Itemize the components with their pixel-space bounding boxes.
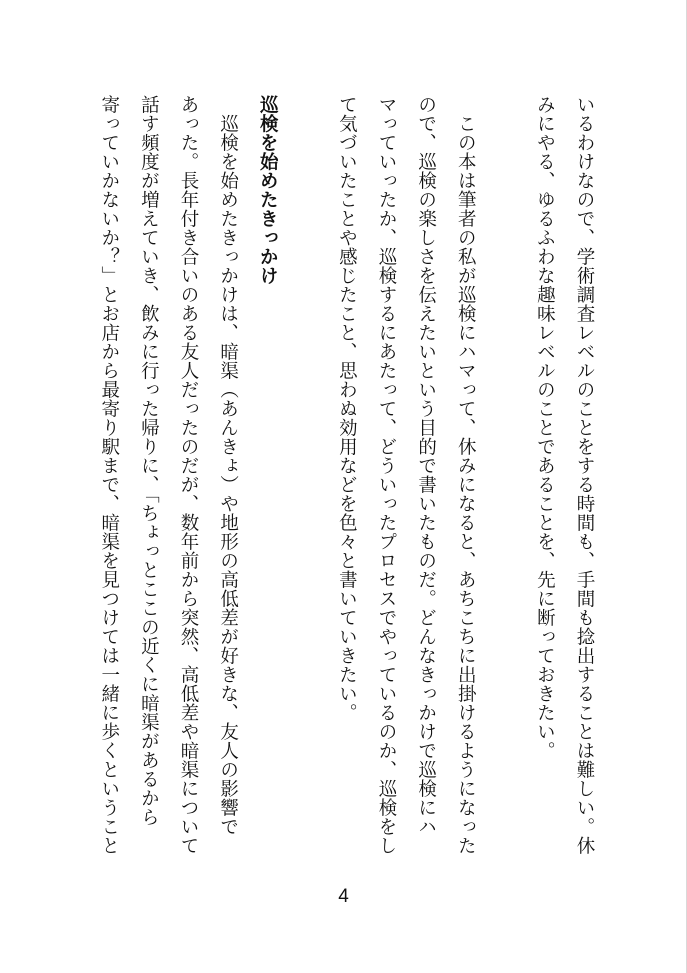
text-column-1: いるわけなので、学術調査レベルのことをする時間も、手間も捻出することは難しい。休 <box>574 95 595 855</box>
section-heading: 巡検を始めたきっかけ <box>257 95 279 285</box>
text-column-5: マっていったか、巡検するにあたって、どういったプロセスでやっているのか、巡検をし <box>376 95 397 855</box>
text-column-6: て気づいたことや感じたこと、思わぬ効用などを色々と書いていきたい。 <box>336 95 358 722</box>
text-column-2: みにやる、ゆるふわな趣味レベルのことであることを、先に断っておきたい。 <box>534 95 556 760</box>
text-column-7: 巡検を始めたきっかけは、暗渠（あんきょ）や地形の高低差が好きな、友人の影響で <box>217 114 239 836</box>
text-column-4: ので、巡検の楽しさを伝えたいという目的で書いたものだ。どんなきっかけで巡検にハ <box>415 95 437 836</box>
page-number: 4 <box>338 886 349 907</box>
text-column-8: あった。長年付き合いのある友人だったのだが、数年前から突然、高低差や暗渠について <box>178 95 199 855</box>
text-column-9: 話す頻度が増えていき、飲みに行った帰りに、「ちょっとここの近くに暗渠があるから <box>138 95 160 827</box>
text-column-3: この本は筆者の私が巡検にハマって、休みになると、あちこちに出掛けるようになった <box>455 114 477 855</box>
text-column-10: 寄っていかないか？」とお店から最寄り駅まで、暗渠を見つけては一緒に歩くということ <box>98 95 120 855</box>
